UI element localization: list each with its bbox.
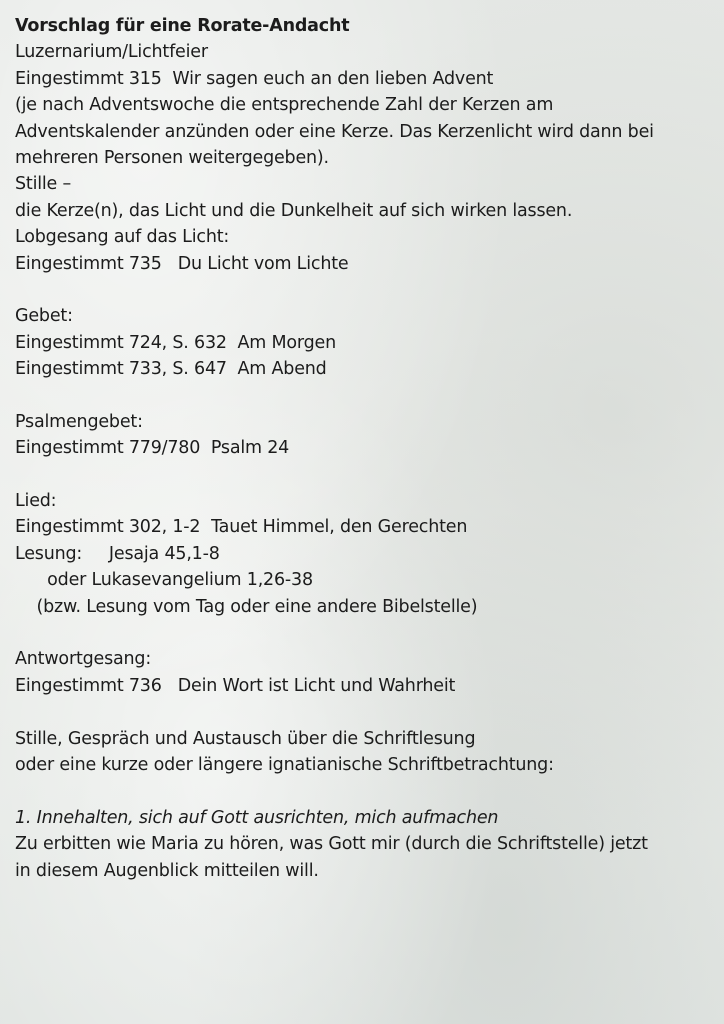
- reading-line: oder Lukasevangelium 1,26-38: [15, 570, 313, 591]
- instruction-line: mehreren Personen weitergegeben).: [15, 147, 329, 168]
- instruction-line: (je nach Adventswoche die entsprechende Zahl der Kerzen am: [15, 95, 554, 116]
- hymn-line: Eingestimmt 724, S. 632 Am Morgen: [15, 332, 336, 353]
- hymn-line: Eingestimmt 733, S. 647 Am Abend: [15, 359, 327, 380]
- hymn-line: Eingestimmt 735 Du Licht vom Lichte: [15, 253, 349, 274]
- section-heading-gebet: Gebet:: [15, 306, 73, 327]
- instruction-line: in diesem Augenblick mitteilen will.: [15, 860, 319, 881]
- hymn-line: Eingestimmt 315 Wir sagen euch an den lieben Advent: [15, 68, 494, 89]
- section-heading-lied: Lied:: [15, 491, 57, 512]
- section-heading-lobgesang: Lobgesang auf das Licht:: [15, 227, 230, 248]
- document-body: [15, 13, 715, 884]
- section-heading-antwortgesang: Antwortgesang:: [15, 649, 152, 670]
- instruction-line: die Kerze(n), das Licht und die Dunkelheit auf sich wirken lassen.: [15, 200, 573, 221]
- instruction-line: oder eine kurze oder längere ignatianische Schriftbetrachtung:: [15, 754, 554, 775]
- hymn-line: Eingestimmt 736 Dein Wort ist Licht und Wahrheit: [15, 675, 456, 696]
- document-title: Vorschlag für eine Rorate-Andacht: [15, 16, 350, 36]
- hymn-line: Eingestimmt 302, 1-2 Tauet Himmel, den Gerechten: [15, 517, 468, 538]
- spacer: [15, 778, 715, 804]
- instruction-line: Adventskalender anzünden oder eine Kerze. Das Kerzenlicht wird dann bei: [15, 121, 654, 142]
- spacer: [15, 699, 715, 725]
- spacer: [15, 277, 715, 303]
- reading-line: (bzw. Lesung vom Tag oder eine andere Bibelstelle): [15, 596, 478, 617]
- section-heading-luzernarium: Luzernarium/Lichtfeier: [15, 42, 208, 63]
- step-heading: 1. Innehalten, sich auf Gott ausrichten, mich aufmachen: [15, 807, 499, 828]
- spacer: [15, 620, 715, 646]
- reading-line: Lesung: Jesaja 45,1-8: [15, 543, 220, 564]
- instruction-line: Zu erbitten wie Maria zu hören, was Gott mir (durch die Schriftstelle) jetzt: [15, 834, 648, 855]
- spacer: [15, 462, 715, 488]
- section-heading-stille: Stille –: [15, 174, 72, 195]
- instruction-line: Stille, Gespräch und Austausch über die Schriftlesung: [15, 728, 476, 749]
- hymn-line: Eingestimmt 779/780 Psalm 24: [15, 438, 290, 459]
- section-heading-psalmengebet: Psalmengebet:: [15, 411, 143, 432]
- spacer: [15, 382, 715, 408]
